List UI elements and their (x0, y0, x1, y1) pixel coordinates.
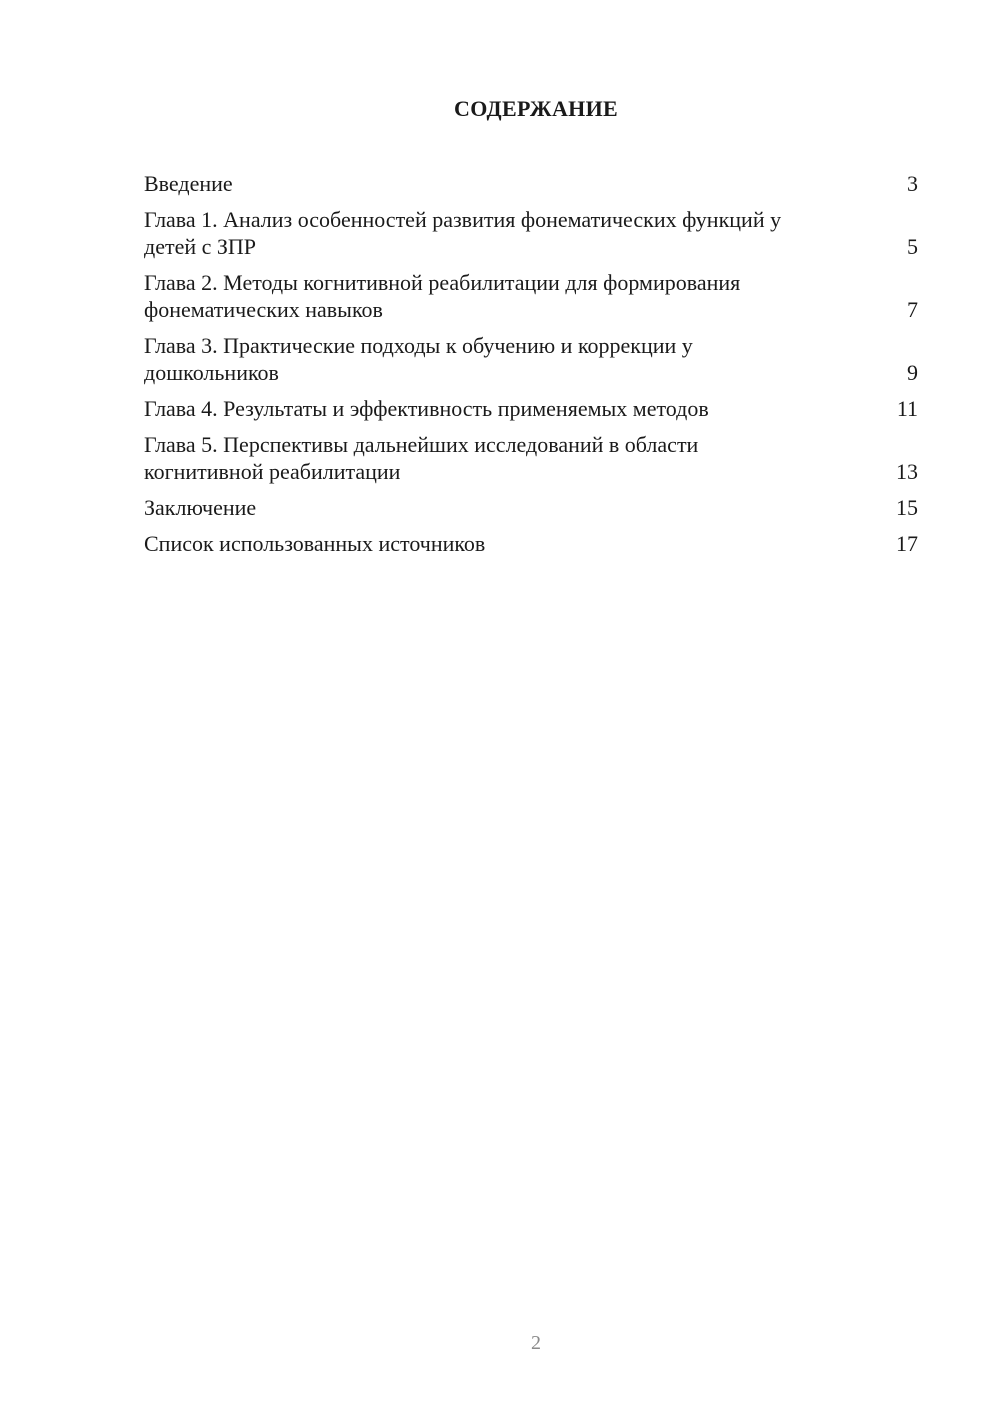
toc-entry-chapter-1 (144, 206, 918, 260)
toc-entry-page: 15 (896, 495, 918, 520)
toc-entry-conclusion (144, 494, 918, 521)
toc-entry-introduction (144, 170, 918, 197)
toc-entry-chapter-3 (144, 332, 918, 386)
toc-entry-page: 17 (896, 531, 918, 556)
toc-entry-text: Глава 3. Практические подходы к обучению и коррекции у дошкольников (144, 333, 693, 385)
toc-entry-references (144, 530, 918, 557)
toc-entry-text: Список использованных источников (144, 531, 486, 556)
toc-entry-page: 7 (907, 297, 918, 322)
toc-entry-text: Глава 4. Результаты и эффективность применяемых методов (144, 396, 709, 421)
page-number: 2 (531, 1332, 541, 1354)
table-of-contents (144, 170, 918, 566)
toc-entry-page: 11 (896, 396, 918, 421)
toc-entry-page: 3 (907, 171, 918, 196)
toc-entry-text: Введение (144, 171, 233, 196)
toc-entry-page: 13 (896, 459, 918, 484)
toc-entry-chapter-5 (144, 431, 918, 485)
toc-entry-text: Глава 2. Методы когнитивной реабилитации для формирования фонематических навыков (144, 270, 741, 322)
toc-entry-text: Заключение (144, 495, 257, 520)
toc-entry-page: 9 (907, 360, 918, 385)
toc-entry-text: Глава 5. Перспективы дальнейших исследований в области когнитивной реабилитации (144, 432, 699, 484)
toc-entry-page: 5 (907, 234, 918, 259)
toc-entry-chapter-2 (144, 269, 918, 323)
toc-entry-text: Глава 1. Анализ особенностей развития фонематических функций у детей с ЗПР (144, 207, 782, 259)
toc-entry-chapter-4 (144, 395, 918, 422)
page-title: СОДЕРЖАНИЕ (454, 96, 618, 121)
